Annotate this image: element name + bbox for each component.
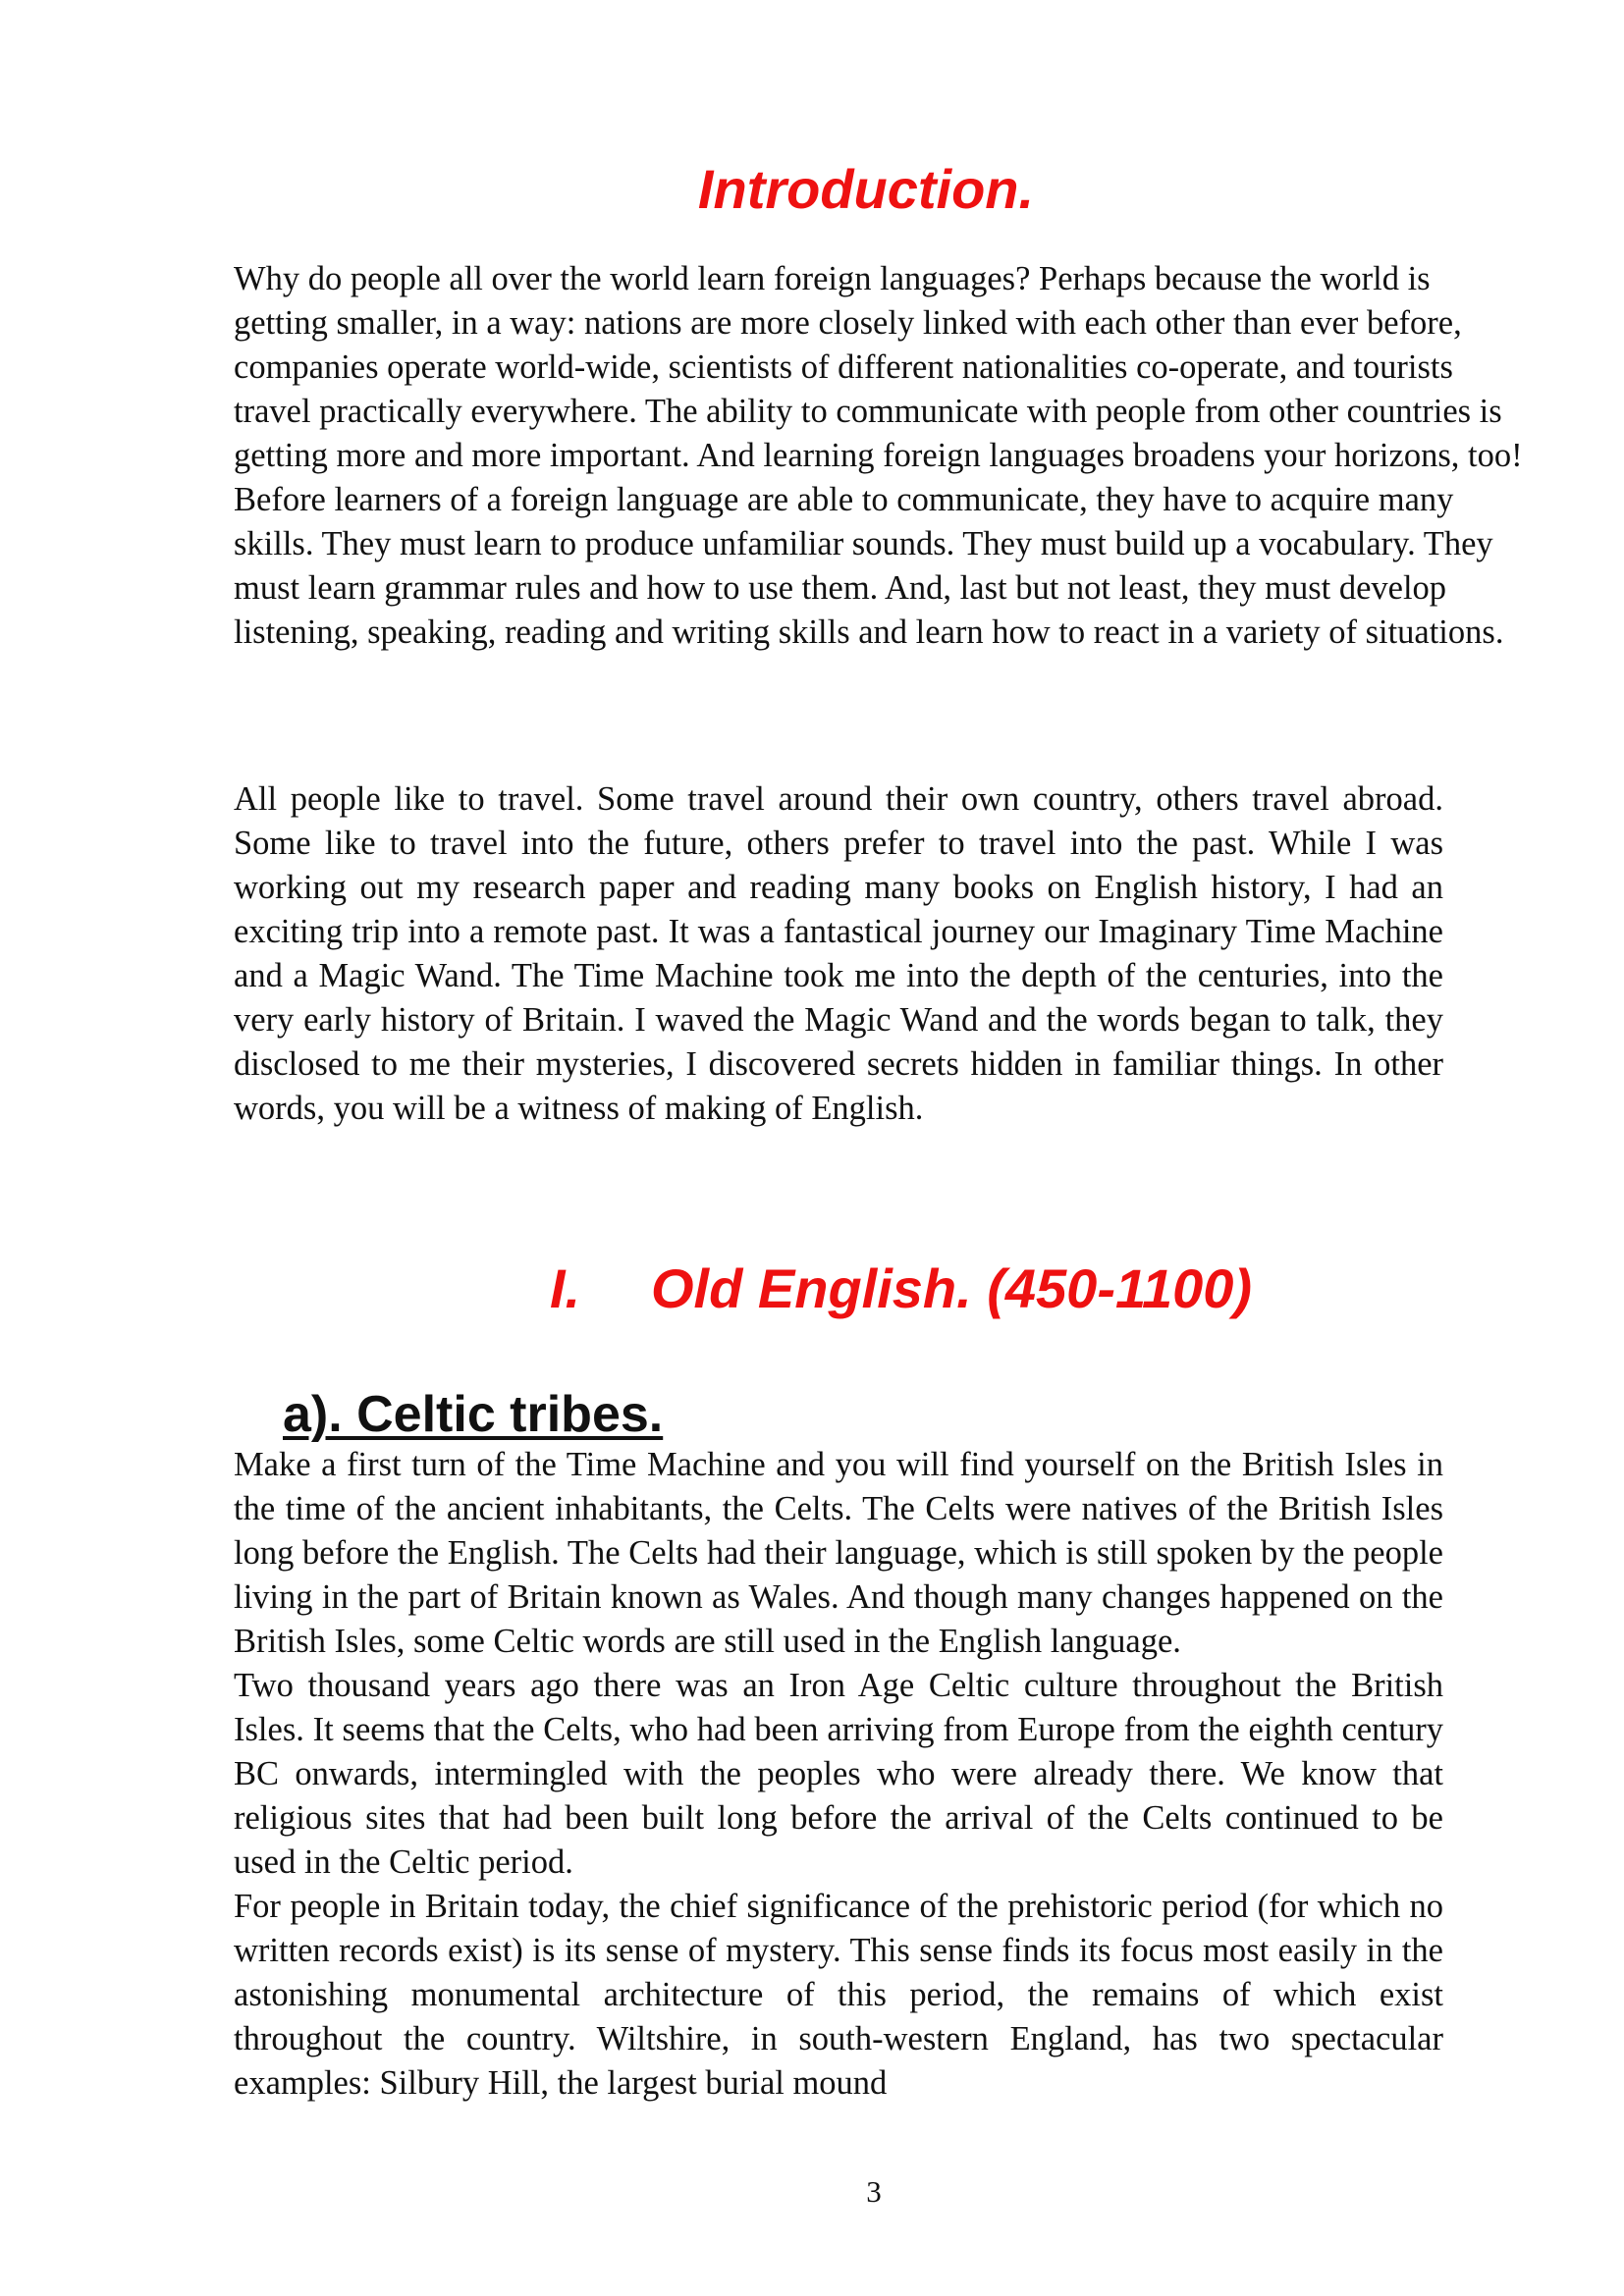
chapter-number: I. <box>550 1257 581 1319</box>
introduction-body-justified <box>234 743 1443 1164</box>
chapter-title <box>0 1252 1624 1326</box>
section-heading: a). Celtic tribes. <box>283 1386 664 1443</box>
intro-paragraph: Why do people all over the world learn foreign languages? Perhaps because the world is getting smaller, in a way: nations are more closely linked with each other than ever before, companies operate world-wide, scientists of different nationalities co-operate, and tourists travel practically everywhere. The ability to communicate with people from other countries is getting more and more important. And learning foreign languages broadens your horizons, too! <box>234 260 1523 474</box>
intro-paragraph: Before learners of a foreign language are able to communicate, they have to acquire many skills. They must learn to produce unfamiliar sounds. They must build up a vocabulary. They must learn grammar rules and how to use them. And, last but not least, they must develop listening, speaking, reading and writing skills and learn how to react in a variety of situations. <box>234 481 1504 651</box>
intro-paragraph: All people like to travel. Some travel around their own country, others travel abroad. Some like to travel into the future, others prefer to travel into the past. While I was working out my research paper and reading many books on English history, I had an exciting trip into a remote past. It was a fantastical journey our Imaginary Time Machine and a Magic Wand. The Time Machine took me into the depth of the centuries, into the very early history of Britain. I waved the Magic Wand and the words began to talk, they disclosed to me their mysteries, I discovered secrets hidden in familiar things. In other words, you will be a witness of making of English. <box>234 779 1443 1127</box>
introduction-title: Introduction. <box>697 158 1035 220</box>
chapter-title-text: Old English. (450-1100) <box>651 1257 1253 1319</box>
section-paragraph: For people in Britain today, the chief significance of the prehistoric period (for which no written records exist) is its sense of mystery. This sense finds its focus most easily in the astonishing monumental architecture of this period, the remains of which exist throughout the country. Wiltshire, in south-western England, has two spectacular examples: Silbury Hill, the largest burial mound <box>234 1888 1443 2102</box>
introduction-body <box>234 257 1530 655</box>
section-paragraph: Make a first turn of the Time Machine and you will find yourself on the British Isles in the time of the ancient inhabitants, the Celts. The Celts were natives of the British Isles long before the English. The Celts had their language, which is still spoken by the people living in the part of Britain known as Wales. And though many changes happened on the British Isles, some Celtic words are still used in the English language. <box>234 1446 1443 1660</box>
celtic-tribes-body <box>234 1443 1443 2106</box>
section-paragraph: Two thousand years ago there was an Iron Age Celtic culture throughout the British Isles. It seems that the Celts, who had been arriving from Europe from the eighth century BC onwards, intermingled with the peoples who were already there. We know that religious sites that had been built long before the arrival of the Celts continued to be used in the Celtic period. <box>234 1667 1443 1881</box>
page-number: 3 <box>866 2174 882 2209</box>
